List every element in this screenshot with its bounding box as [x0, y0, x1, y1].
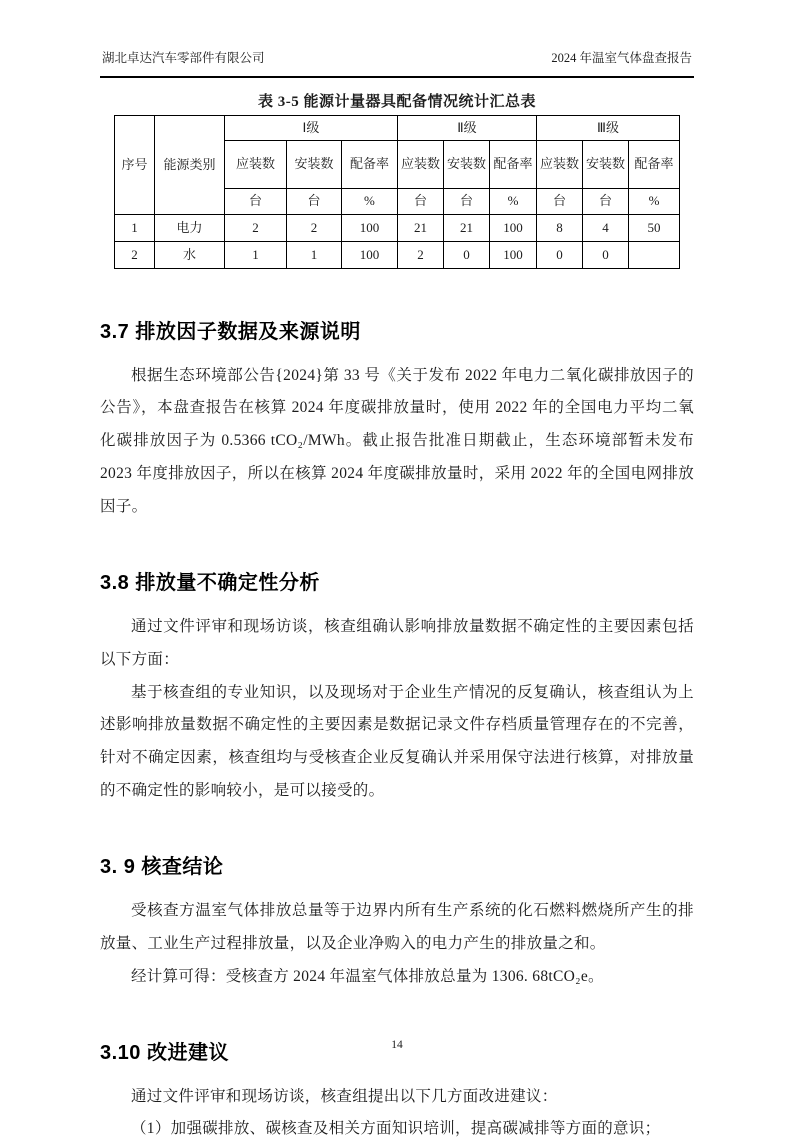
unit-cell: 台 — [286, 188, 341, 214]
cell-value — [628, 241, 679, 268]
cell-value: 2 — [286, 214, 341, 241]
col-header-rate: 配备率 — [489, 140, 536, 188]
table-row-water — [114, 241, 679, 268]
paragraph: 经计算可得：受核查方 2024 年温室气体排放总量为 1306. 68tCO₂e。 — [131, 967, 604, 985]
page-header — [100, 48, 694, 78]
table-row-electricity — [114, 214, 679, 241]
unit-cell: 台 — [443, 188, 489, 214]
cell-value: 4 — [582, 214, 628, 241]
cell-seq: 1 — [114, 214, 154, 241]
section-body-3-9 — [100, 895, 694, 994]
cell-value: 0 — [443, 241, 489, 268]
section-improvement-suggestions — [100, 1036, 694, 1146]
page-number: 14 — [391, 1039, 403, 1051]
unit-cell: 台 — [582, 188, 628, 214]
col-header-energy-type: 能源类别 — [154, 116, 224, 215]
cell-value: 100 — [341, 214, 397, 241]
col-header-level-1: Ⅰ级 — [224, 116, 397, 141]
cell-value: 50 — [628, 214, 679, 241]
paragraph: 根据生态环境部公告{2024}第 33 号《关于发布 2022 年电力二氧化碳排放因子的公告》，本盘查报告在核算 2024 年度碳排放量时，使用 2022 年的全国电力平均二氧化碳排放因子为 0.5366 tCO₂/MWh。截止报告批准日期截止，生态环境部暂未发布 2023 年度排放因子，所以在核算 2024 年度碳排放量时，采用 2022 年的全国电网排放因子。 — [100, 366, 694, 515]
section-uncertainty-analysis — [100, 566, 694, 808]
unit-cell: 台 — [536, 188, 582, 214]
paragraph: 基于核查组的专业知识，以及现场对于企业生产情况的反复确认，核查组认为上述影响排放量数据不确定性的主要因素是数据记录文件存档质量管理存在的不完善，针对不确定因素，核查组均与受核查企业反复确认并采用保守法进行核算，对排放量的不确定性的影响较小，是可以接受的。 — [100, 683, 694, 800]
col-header-installed: 安装数 — [286, 140, 341, 188]
col-header-should-install: 应装数 — [397, 140, 443, 188]
unit-cell: % — [628, 188, 679, 214]
col-header-rate: 配备率 — [628, 140, 679, 188]
cell-value: 100 — [341, 241, 397, 268]
header-company-name: 湖北卓达汽车零部件有限公司 — [102, 51, 265, 65]
col-header-installed: 安装数 — [443, 140, 489, 188]
section-heading-3-9: 3. 9 核查结论 — [100, 855, 224, 878]
col-header-seq: 序号 — [114, 116, 154, 215]
cell-energy-type: 电力 — [154, 214, 224, 241]
unit-cell: 台 — [397, 188, 443, 214]
section-heading-3-8: 3.8 排放量不确定性分析 — [100, 571, 320, 594]
col-header-installed: 安装数 — [582, 140, 628, 188]
col-header-level-2: Ⅱ级 — [397, 116, 536, 141]
section-verification-conclusion — [100, 850, 694, 994]
cell-value: 0 — [582, 241, 628, 268]
col-header-should-install: 应装数 — [536, 140, 582, 188]
cell-seq: 2 — [114, 241, 154, 268]
cell-value: 100 — [489, 214, 536, 241]
section-body-3-8 — [100, 611, 694, 808]
paragraph: 受核查方温室气体排放总量等于边界内所有生产系统的化石燃料燃烧所产生的排放量、工业生产过程排放量，以及企业净购入的电力产生的排放量之和。 — [100, 901, 694, 952]
cell-value: 0 — [536, 241, 582, 268]
page-footer — [0, 1039, 794, 1051]
cell-value: 100 — [489, 241, 536, 268]
col-header-should-install: 应装数 — [224, 140, 286, 188]
cell-value: 1 — [286, 241, 341, 268]
cell-value: 2 — [397, 241, 443, 268]
header-report-title: 2024 年温室气体盘查报告 — [551, 51, 692, 65]
paragraph: （1）加强碳排放、碳核查及相关方面知识培训，提高碳减排等方面的意识； — [131, 1120, 661, 1138]
cell-value: 21 — [443, 214, 489, 241]
unit-cell: 台 — [224, 188, 286, 214]
section-body-3-7 — [100, 360, 694, 524]
section-body-3-10 — [100, 1081, 694, 1146]
table-header-group-row — [114, 116, 679, 141]
section-heading-3-10: 3.10 改进建议 — [100, 1041, 229, 1064]
section-emission-factors — [100, 315, 694, 524]
cell-value: 2 — [224, 214, 286, 241]
paragraph: 通过文件评审和现场访谈，核查组提出以下几方面改进建议： — [131, 1087, 558, 1105]
energy-meter-table — [114, 115, 680, 269]
col-header-level-3: Ⅲ级 — [536, 116, 679, 141]
cell-value: 21 — [397, 214, 443, 241]
col-header-rate: 配备率 — [341, 140, 397, 188]
cell-value: 1 — [224, 241, 286, 268]
paragraph: 通过文件评审和现场访谈，核查组确认影响排放量数据不确定性的主要因素包括以下方面： — [100, 617, 694, 668]
section-heading-3-7: 3.7 排放因子数据及来源说明 — [100, 320, 361, 343]
cell-energy-type: 水 — [154, 241, 224, 268]
unit-cell: % — [341, 188, 397, 214]
unit-cell: % — [489, 188, 536, 214]
table-title: 表 3-5 能源计量器具配备情况统计汇总表 — [258, 94, 536, 110]
cell-value: 8 — [536, 214, 582, 241]
